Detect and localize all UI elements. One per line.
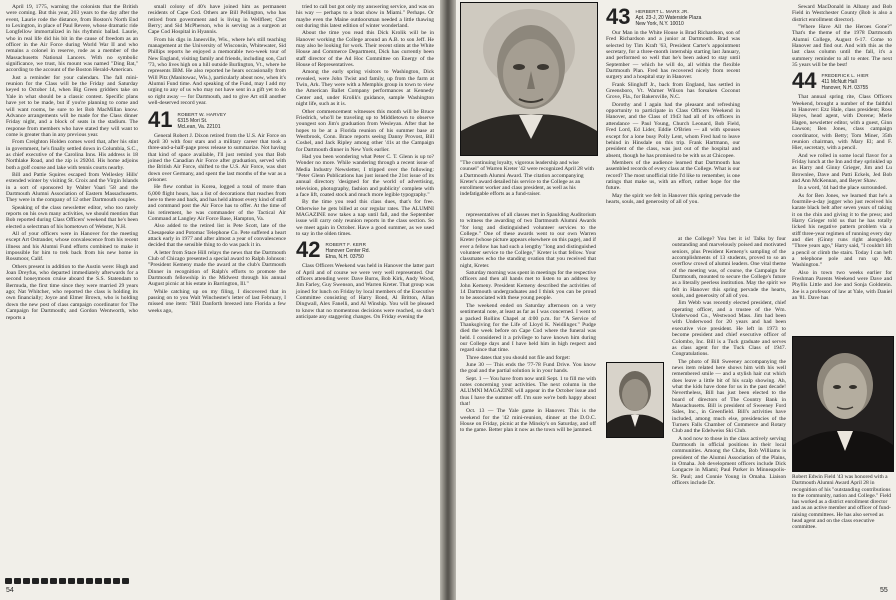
paragraph: representatives of all classes met in Spaulding Auditorium to witness the awarding of two Dartmouth Alumni Awards "for long and distinguished volunteer services to the College." One of these awards went to our own Warren Kreter (whose picture appears elsewhere on this page), and if ever a fellow has had such a lengthy "long and distinguished volunteer service to the College," Kreter is that fellow. Your classmates echo the standing ovation that you received that night, Kreter. bbox=[460, 212, 596, 269]
paragraph: He flew combat in Korea, logged a total of more than 6,000 flight hours, has a list of decorations that reaches from here to there and back, and has held almost every kind of staff and command post the Air Force has to offer. At the time of his retirement, he was commander of the Tactical Air Command at Langley Air Force Base, Hampton, Va. bbox=[148, 184, 286, 222]
photo-robert-field bbox=[792, 336, 894, 472]
secretary-street: 411 McNutt Hall bbox=[821, 79, 857, 86]
paragraph: at the College? You bet it is! Talks by four outstanding and marvelously poised and motivated seniors, plus President Kemeny's sampling of the accomplishments of 13 students, proved to so an overflow crowd of alumni leaders. One vital theme of the meeting was, of course, the Campaign for Dartmouth, mounted to secure the College's future as a literally peerless institution. May the spirit we felt in Hanover this spring pervade the hearts, souls, and generosity of all of you. bbox=[672, 236, 786, 300]
paragraph: Oct. 13 — The Yale game in Hanover. This is the weekend for the '42 mini-reunion, dinner at the D.O.C. House on Friday, picnic at the Minsky's on Saturday, and off to the game. Better plan it now as the town will be jammed. bbox=[460, 408, 596, 434]
paragraph: Saturday morning was spent in meetings for the respective officers and then all hands met to listen to an address by John Kemeny. President Kemeny described the activities of 14 Dartmouth undergraduates and I think you can be proud to be associated with these young people. bbox=[460, 270, 597, 302]
paragraph: Sept. 1 — You have from now until Sept. 1 to fill me with notes concerning your activities. The next column in the ALUMNI MAGAZINE will appear in the October issue and thus I have the summer off. I'm sure we're both happy about that! bbox=[460, 375, 596, 407]
paragraph: While catching up on my filing, I discovered that in passing on to you Walt Winchester's letter of last February, I missed one item: "Bill Danforth breezed into Florida a few weeks ago, bbox=[148, 288, 286, 314]
photo-caption-kreter: "The continuing loyalty, vigorous leadership and wise counsel" of Warren Kreter '42 were recognized April 28 with a Dartmouth Alumni Award. The citation accompanying Kreter's award detailed his service to the College as an enrollment worker and class president, as well as his indefatigable efforts as a fund-raiser. bbox=[460, 160, 594, 198]
paragraph: About the time you read this Dick Krolik will be in Hanover working the College around an A.B. to son Jeff. He may also be looking for work. Their recent stints at the White House and Commerce Department, Dick has currently been staff director of the Ad Hoc Committee on Energy of the House of Representatives. bbox=[296, 30, 434, 69]
secretary-name: HERBERT L. MARX JR. bbox=[635, 9, 689, 14]
paragraph: Also added to the retired list is Pete Scott, late of the Chesapeake and Potomac Telephone Co. Pete suffered a heart attack early in 1977 and after almost a year of convalescence decided that the sensible thing to do was pack it in. bbox=[148, 223, 286, 249]
paragraph: tried to call but got only my answering service, and was on his way — perhaps to a boat show in Miami." Perhaps. Or maybe even the Maine outdoorsman needed a little thawing out during this latest edition of winter wonderland. bbox=[296, 4, 434, 30]
class-1942-notes bbox=[296, 263, 434, 320]
paragraph: From Creighton Holden comes word that, after his stint in government, he's finally settled down in Columbia, S.C., as chief executive of the Carolina Inns. His address is 18 Northlake Road, and the zip is 29204. His home adjoins both a golf course and lake with tennis courts nearby. bbox=[6, 139, 138, 171]
paragraph: The photo of Bill Sweeney accompanying the news item related here shows him with his well remembered smile — and a stylish hair cut which does leave a little bit of his scalp showing. Ah, what the kids have done for us in the past decade! Nevertheless, Bill has just been elected to the board of directors of The Country Bank in Massachusetts. Bill is president of Sweeney Ford Sales, Inc., in Greenfield. Bill's activities have included, among much else, presidencies of the Turners Falls Chamber of Commerce and Rotary Club and the Edelweiss Ski Club. bbox=[672, 358, 786, 435]
paragraph: Seward MacDonald in Albany and Bob Field in Westchester County (Bob is also a district enrollment director). bbox=[792, 4, 892, 23]
paragraph: All of your officers were in Hanover for the meeting except Art Ostrander, whose convalescence from his recent illness and his Alumni Fund efforts combined to make it impossible for him to trek back from his new home in Rossmoor, Calif. bbox=[6, 231, 138, 263]
paragraph: By the time you read this class dues, that's for free. Otherwise he gets billed at our regular rates. The ALUMNI MAGAZINE now takes a nap until fall, and the September issue will carry only reunion reports in the class section. So we meet again in October. Have a good summer, as we used to say in the olden times. bbox=[296, 199, 434, 238]
paragraph: Dorothy and I again had the pleasant and refreshing opportunity to participate in Class Officers Weekend in Hanover, and the Class of 1943 had all of its officers in attendance — Paul Young, Church Leonard, Bob Field, Fred Lord, Ed Lider, Eddie O'Brien — all with spouses except for a lone busy Polly Lent, whom Fred had to leave behind in Hinsdale on this trip. Frank Hartmann, our president of the class, was just out of the hospital and absent, though he has promised to be with us at Chicopee. bbox=[606, 101, 740, 159]
paragraph: Just a reminder for your calendars. The fall mini-reunion for the Class will be the Friday and Saturday keyed to October 14, when Big Green gridders take on Yale in what should be a classic contest. Specific plans have yet to be made, but if you're planning to come and will want rooms, be sure to let Bob MacMillan know. Advance arrangements will be made for the Class dinner Friday night, and a block of seats in the stadium. The response from members who have stated they will want to come is greater than in any previous year. bbox=[6, 74, 138, 138]
decorative-ornament bbox=[5, 578, 129, 584]
class-number: 43 bbox=[606, 4, 631, 29]
page-number-right: 55 bbox=[880, 587, 888, 594]
paragraph: Among the early spring visitors to Washington, Dick revealed, were John Twist and family, up from the farm at Twin, Ark. They were with a Memphis group in town to view the American Ballet Company performances at Kennedy Center and, under Krolik's guidance, sample Washington night life, such as it is. bbox=[296, 69, 434, 108]
paragraph: April 19, 1775, warning the colonists that the British were coming. But this year, 203 years to the day after the event, Laurie rode the distance, from Boston's North End to Lexington, in place of Paul Revere, whose dramatic ride Longfellow immortalized in his rhythmic ballad. Laurie, who in real life did his bit in the cause of freedom as an officer in the Air Force during World War II and who remains a colonel in reserve, rode as a member of the Massachusetts National Lancers. With no symbolic significance, we trust, his mount was named "Ding Bat," according to the account of the Boston Herald-American. bbox=[6, 4, 138, 74]
paragraph: Others present in addition to the Austin were: Hugh and Joan Dreyfus, who departed immediately afterwards for a second honeymoon cruise aboard the S.S. Statendam to Bermuda, the first time since they were married 29 years ago; Nat Whitcher, who reported the class is holding its own financially; Joyce and Elmer Brown, who is holding down the new post of class campaign coordinator for The Campaign for Dartmouth; and Gordon Wentworth, who reports a bbox=[6, 263, 138, 321]
paragraph: That annual spring rite, Class Officers Weekend, brought a number of the faithful to Hanover: Ezz Hale, class president; Ross Hayes, head agent, with Dorene; Merle Hagen, newsletter editor, with a guest, Ginn Lawson; Ben Jones, class campaign coordinator, with Betty; Tom Miner, 35th reunion chairman, with Mary El; and F. Hier, secretary, with a pencil. bbox=[792, 94, 892, 152]
secretary-name: ROBERT W. HARVEY bbox=[177, 111, 227, 117]
paragraph: General Robert J. Dixon retired from the U.S. Air Force on April 30 with four stars and a military career that took a three-and-a-half-page press release to summarize. Not having that kind of space available, I'll just remind you that Bob joined the Canadian Air Force after graduation, served with the British Air Force, shifted to the U.S. Air Force, was shot down over Germany, and spent the last months of the war as a prisoner. bbox=[148, 132, 286, 183]
paragraph: Class Officers Weekend was held in Hanover the latter part of April and of course we were very well represented. Our officers attending were: Dave Burns, Bob Kirk, Andy Wood, Jim Farley, Guy Swenson, and Warren Kreter. That group was joined for lunch on Friday by local members of the Executive Committee consisting of Harry Bond, Al Britton, Allan Dingwall, Alex Fanelli, and Al Winship. You will be pleased to know that no momentous decisions were reached, so don't anticipate any staggering changes. On Friday evening the bbox=[296, 263, 434, 321]
left-column-3 bbox=[296, 4, 434, 320]
secretary-name: FREDERICK L. HIER bbox=[821, 73, 869, 79]
class-1944-notes bbox=[792, 94, 892, 301]
paragraph: From his digs in Janesville, Wis., where he's still teaching management at the University of Wisconsin, Whitewater, Sid Phillips reports he enjoyed a memorable two-week tour of New England, visiting family and friends, including son, Carl '73, who lives high on a hill outside Burlington, Vt., where he represents IBM. He also reported he hears occasionally from Will Pitz (Manitowac, Wis.), particularly about now, when it's Alumni Fund time. And speaking of the Fund, may I add my urging to any of us who may not have sent in a gift yet to do so right away — for Dartmouth, and to give Art still another well-deserved record year. bbox=[148, 36, 286, 107]
secretary-street: Hanover Center Rd. bbox=[325, 248, 370, 255]
class-number: 44 bbox=[792, 68, 817, 94]
portrait-image bbox=[793, 337, 893, 471]
paragraph: Had you been wondering what Peter C. T. Glenn is up to? Wonder no more. While wandering through a recent issue of Media Industry Newsletter, I tripped over the following: "Peter Glenn Publications has just issued the 21st issue of its annual directory 'designed for the world of advertising, television, photography, fashion and publicity' complete with a face lift, coated stock and much more legible typography." bbox=[296, 153, 434, 198]
secretary-name: ROBERT F. KERR bbox=[325, 242, 367, 248]
page-number-left: 54 bbox=[6, 587, 14, 594]
secretary-city: McLean, Va. 22101 bbox=[177, 123, 221, 130]
paragraph: small colony of 40's have joined him as permanent residents of Cape Cod. Others are Bill Pellington, who has retired from government and is living in Wellfleet; Chet Berry; and Sid McPherson, who is serving as a surgeon at Cape Cod Hospital in Hyannis. bbox=[148, 4, 286, 36]
class-1944-header bbox=[792, 68, 892, 94]
portrait-image bbox=[461, 3, 597, 155]
photo-bill-sweeney bbox=[606, 362, 664, 438]
paragraph: Speaking of the class newsletter editor, who too rarely reports on his own many activities, we should mention that Bob reported during Class Officers' weekend that he's been elected a selectman of his hometown of Webster, N.H. bbox=[6, 204, 138, 230]
right-page bbox=[456, 0, 896, 600]
paragraph: "Where Have All the Heroes Gone?" That's the theme of the 1978 Dartmouth Alumni College, August 6-17. Come to Hanover and find out. And with this as the last class column until the fall, it's a summery reminder to all to enter. The next 35 years will be the best! bbox=[792, 24, 892, 69]
right-column-2 bbox=[606, 4, 740, 205]
class-1941-notes bbox=[148, 133, 286, 315]
class-1943-header bbox=[606, 4, 740, 29]
right-column-4 bbox=[792, 4, 892, 301]
paragraph: June 30 — This ends the '77-78 Fund Drive. You know the goal and the partial solution is in your hands. bbox=[460, 361, 596, 375]
paragraph: Frank Slingluff Jr., back from England, has settled in Greensboro, Vt. Warner Wilson has forsaken Coconut Grove, Fla., for Bakersville, N.C. bbox=[606, 81, 740, 101]
paragraph: As for Ben Jones, we learned that he's a fourmile-a-day jogger who just received his karate black belt after seven years of taking it on the chin and giving it to the press; and Harry Grieger told us that he has totally licked his negative pattern problem via a stiff three-year regimen of running every day and diet (Ginny runs right alongside). "Three years ago," Harry said, "I couldn't lift a pencil or climb the stairs. Today I can heft a telephone pole and run up Mt. Washington." bbox=[792, 192, 893, 269]
photo-caption-field: Robert Edwin Field '43 was honored with a Dartmouth Alumni Award April 28 in recognition of his "outstanding contributions to the community, nation and College." Field has worked as a district enrollment director and as an active member and officer of fund-raising committees. He has also served as head agent and on the class executive committee. bbox=[792, 474, 892, 531]
photo-warren-kreter bbox=[460, 2, 598, 156]
binding-gutter bbox=[440, 0, 456, 600]
paragraph: Other commencement witnesses this month will be Bruce Friedrich, who'll be traveling up to Middletown to observe youngest son Jim's graduation from Wesleyan. After that he hopes to be at a Florida reunion of his summer base at Westbrook, Conn. Brace reports seeing Danny Provost, Bill Coshel, and Jack Ripley among other '41s at the Campaign for Dartmouth dinner in New York earlier. bbox=[296, 108, 434, 153]
paragraph: Three dates that you should not file and forget: bbox=[466, 354, 571, 361]
portrait-image bbox=[607, 363, 663, 437]
left-page bbox=[0, 0, 440, 600]
class-number: 42 bbox=[296, 237, 321, 263]
secretary-city: New York, N.Y. 10010 bbox=[635, 21, 684, 27]
paragraph: Our Man in the White House is Brad Richardson, son of Fred Richardson and a junior at Dartmouth. Brad was selected by Tim Kraft '63, President Carter's appointment secretary, for a three-month internship starting last January, and performed so well that he's been asked to stay until September — which he will do, all within the flexible Dartmouth Plan. Fred has recovered nicely from recent surgery and a hospital stay in Hanover. bbox=[606, 30, 740, 81]
paragraph: Bill and Pattie Squires escaped from Wellesley Hills' extended winter by visiting St. Croix and the Virgin Islands in a sort of sponsored by Walter Vaari '58 and the Dartmouth Alumni Association of Eastern Massachusetts. They were in the company of 12 other Dartmouth couples. bbox=[6, 171, 138, 204]
paragraph: And we rolled in some local flavor for a Friday lunch at the Inn and they sprinkled up as Harry and Ginny Grieger, Jim and Lu Brownlee, Dave and Patti Eckels, Jed Bob and Ann McKennan, and Beyer Shaw. bbox=[792, 152, 892, 184]
left-column-1 bbox=[6, 4, 138, 321]
right-column-3 bbox=[672, 236, 786, 486]
secretary-city: Hanover, N.H. 03755 bbox=[821, 85, 869, 92]
left-column-2 bbox=[148, 4, 286, 314]
class-number: 41 bbox=[148, 106, 173, 132]
secretary-street: Apt. 23-J, 20 Waterside Plaza bbox=[635, 15, 702, 21]
paragraph: The weekend ended on Saturday afternoon on a very sentimental note, at least as far as I was concerned. I went to a packed Rollins Chapel at 4:00 p.m. for "A Service of Thanksgiving for the Life of Lloyd K. Neidlinger." Pudge died the week before on Cape Cod where the funeral was held. I considered it a privilege to have known him during our College days and I have held him in high respect and regard since that time. bbox=[460, 302, 596, 354]
paragraph: A letter from Stace Hill relays the news that the Dartmouth Club of Chicago presented a special award to Ralph Johnson: "President Kemeny made the award at the club's Dartmouth Dinner in recognition of Ralph's efforts to promote the Dartmouth fellowship in the Midwest through his annual August picnic at his estate in Barrington, Ill." bbox=[148, 249, 286, 288]
secretary-city: Etna, N.H. 03750 bbox=[325, 254, 364, 261]
class-1941-header bbox=[148, 106, 286, 132]
class-1943-notes bbox=[606, 30, 740, 205]
right-column-1 bbox=[460, 212, 596, 434]
paragraph: In a word, '44 had the place surrounded. bbox=[798, 185, 887, 192]
paragraph: Also in town two weeks earlier for Freshman Parents Weekend were Dave and Phyllis Little and Joe and Sonja Goldstein. Joe is a professor of law at Yale, with Daniel an '81. Dave has bbox=[792, 269, 892, 302]
class-1942-header bbox=[296, 237, 434, 263]
paragraph: Jim Webb was recently elected president, chief operating officer, and a trustee of the Wm. Underwood Co., Westwood Mass. Jim had been with Underwood for 20 years and had been executive vice president. He left in 1973 to become president and chief executive officer of Colombo, Inc. Bill is a Tuck graduate and serves as class agent for the Tuck Class of 1947. Congratulations. bbox=[672, 300, 786, 358]
secretary-street: 6315 Mori St. bbox=[177, 117, 208, 124]
paragraph: May the spirit we felt in Hanover this spring pervade the hearts, souls, and generosity of all of you. bbox=[606, 192, 740, 205]
paragraph: A nod now to those in the class actively serving Dartmouth in official positions in their local communities. Among the Clubs, Bob Williams is president of the Alumni Association of the Plains, in Omaha. Job development officers include Dick Longacre in Miami; Paul Parker in Minneapolis-St. Paul; and Connie Young in Omaha. Liaison officers include Dr. bbox=[672, 435, 786, 487]
paragraph: Members of the audience learned that Dartmouth has assembled records of every class at the College. What is our record? The most unofficial title I'd like to remember, is one ratings that make us, with an effort, rather hope for the future. bbox=[606, 159, 740, 192]
